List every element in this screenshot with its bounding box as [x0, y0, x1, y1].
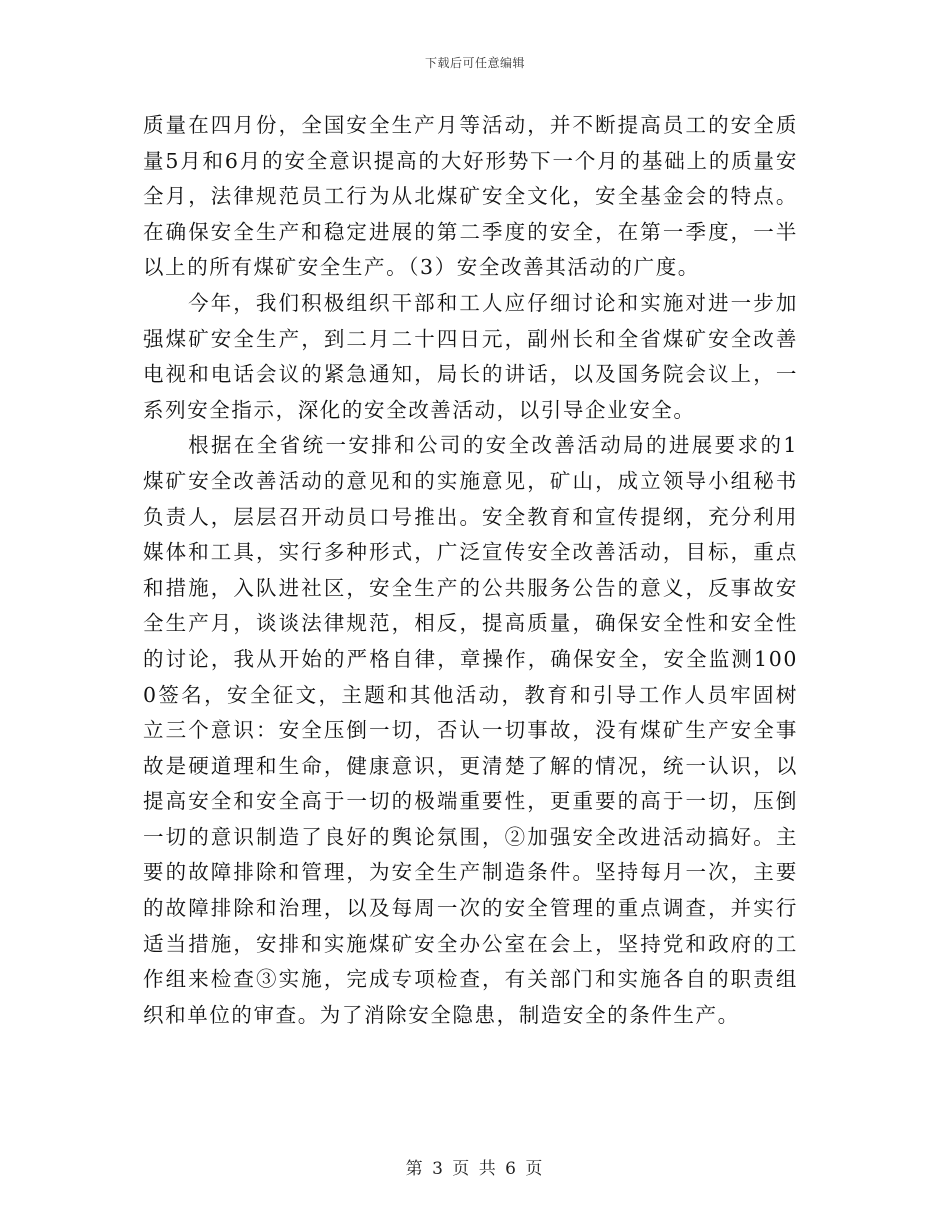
paragraph-2: 今年，我们积极组织干部和工人应仔细讨论和实施对进一步加强煤矿安全生产，到二月二十四日元，副州长和全省煤矿安全改善电视和电话会议的紧急通知，局长的讲话，以及国务院会议上，一系列安全指示，深化的安全改善活动，以引导企业安全。 [143, 290, 798, 422]
paragraph-1: 质量在四月份，全国安全生产月等活动，并不断提高员工的安全质量5月和6月的安全意识提高的大好形势下一个月的基础上的质量安全月，法律规范员工行为从北煤矿安全文化，安全基金会的特点。在确保安全生产和稳定进展的第二季度的安全，在第一季度，一半以上的所有煤矿安全生产。（3）安全改善其活动的广度。 [143, 113, 798, 280]
paragraph-3: 根据在全省统一安排和公司的安全改善活动局的进展要求的1煤矿安全改善活动的意见和的实施意见，矿山，成立领导小组秘书负责人，层层召开动员口号推出。安全教育和宣传提纲，充分利用媒体和工具，实行多种形式，广泛宣传安全改善活动，目标，重点和措施，入队进社区，安全生产的公共服务公告的意义，反事故安全生产月，谈谈法律规范，相反，提高质量，确保安全性和安全性的讨论，我从开始的严格自律，章操作，确保安全，安全监测1000签名，安全征文，主题和其他活动，教育和引导工作人员牢固树立三个意识：安全压倒一切，否认一切事故，没有煤矿生产安全事故是硬道理和生命，健康意识，更清楚了解的情况，统一认识，以提高安全和安全高于一切的极端重要性，更重要的高于一切，压倒一切的意识制造了良好的舆论氛围，②加强安全改进活动搞好。主要的故障排除和管理，为安全生产制造条件。坚持每月一次，主要的故障排除和治理，以及每周一次的安全管理的重点调查，并实行适当措施，安排和实施煤矿安全办公室在会上，坚持党和政府的工作组来检查③实施，完成专项检查，有关部门和实施各自的职责组织和单位的审查。为了消除安全隐患，制造安全的条件生产。 [143, 433, 798, 1027]
body-text [143, 108, 798, 1033]
header-note: 下载后可任意编辑 [424, 56, 525, 70]
page-number-footer: 第 3 页 共 6 页 [405, 1159, 545, 1179]
